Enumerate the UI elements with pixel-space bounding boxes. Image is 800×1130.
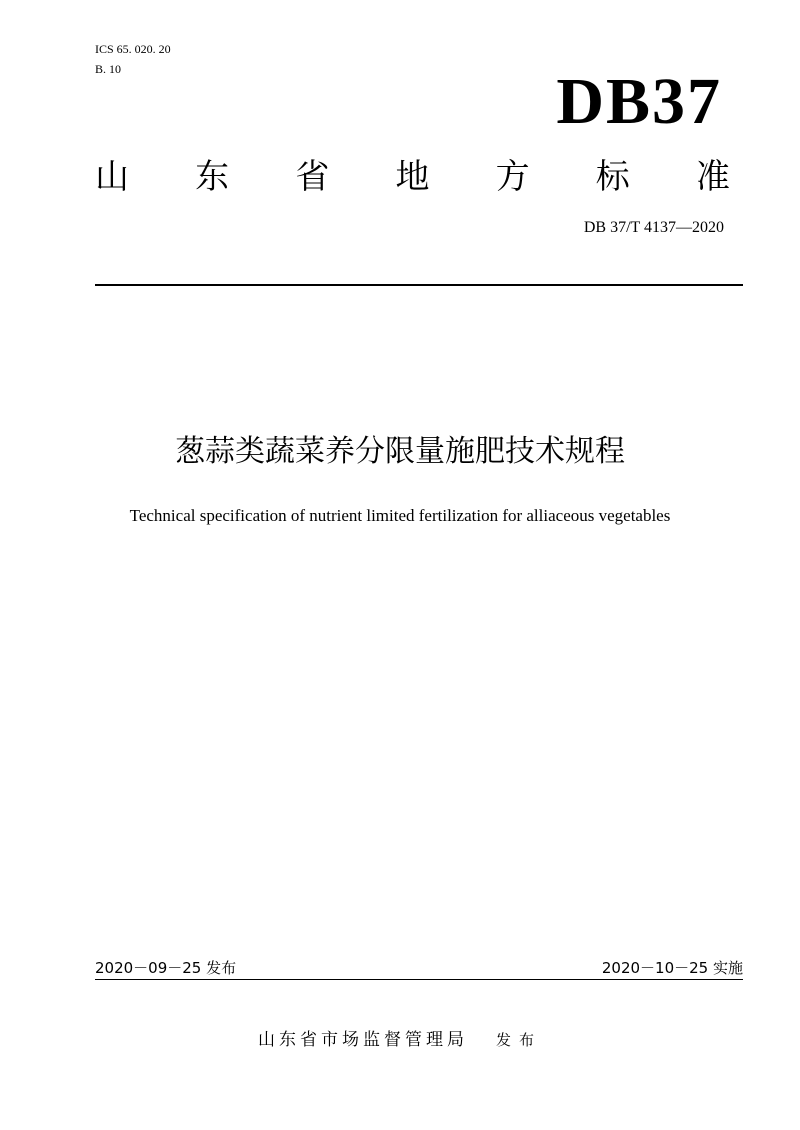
issue-label: 发布 bbox=[495, 1031, 542, 1049]
standard-type-heading bbox=[95, 155, 730, 199]
publish-date: 2020－09－25 发布 bbox=[95, 959, 237, 977]
standard-type-char: 东 bbox=[195, 157, 230, 197]
standard-type-char: 地 bbox=[395, 157, 430, 197]
implement-date: 2020－10－25 实施 bbox=[601, 959, 743, 977]
standard-code-logo: DB37 bbox=[556, 65, 722, 138]
standard-number: DB 37/T 4137—2020 bbox=[583, 219, 724, 236]
issuer-line bbox=[0, 1028, 800, 1052]
issuing-authority: 山东省市场监督管理局 bbox=[257, 1030, 468, 1050]
standard-type-char: 山 bbox=[95, 157, 129, 197]
document-title-en: Technical specification of nutrient limited fertilization for alliaceous vegetables bbox=[129, 506, 671, 525]
document-title-zh: 葱蒜类蔬菜养分限量施肥技术规程 bbox=[175, 434, 625, 469]
ics-code: ICS 65. 020. 20 bbox=[95, 42, 171, 56]
standard-type-char: 方 bbox=[495, 157, 530, 197]
top-divider bbox=[95, 284, 743, 286]
standard-type-char: 标 bbox=[595, 157, 630, 197]
bottom-divider bbox=[95, 979, 743, 980]
standard-type-char: 省 bbox=[295, 157, 330, 197]
ccs-code: B. 10 bbox=[95, 62, 122, 76]
standard-type-char: 准 bbox=[695, 157, 730, 197]
